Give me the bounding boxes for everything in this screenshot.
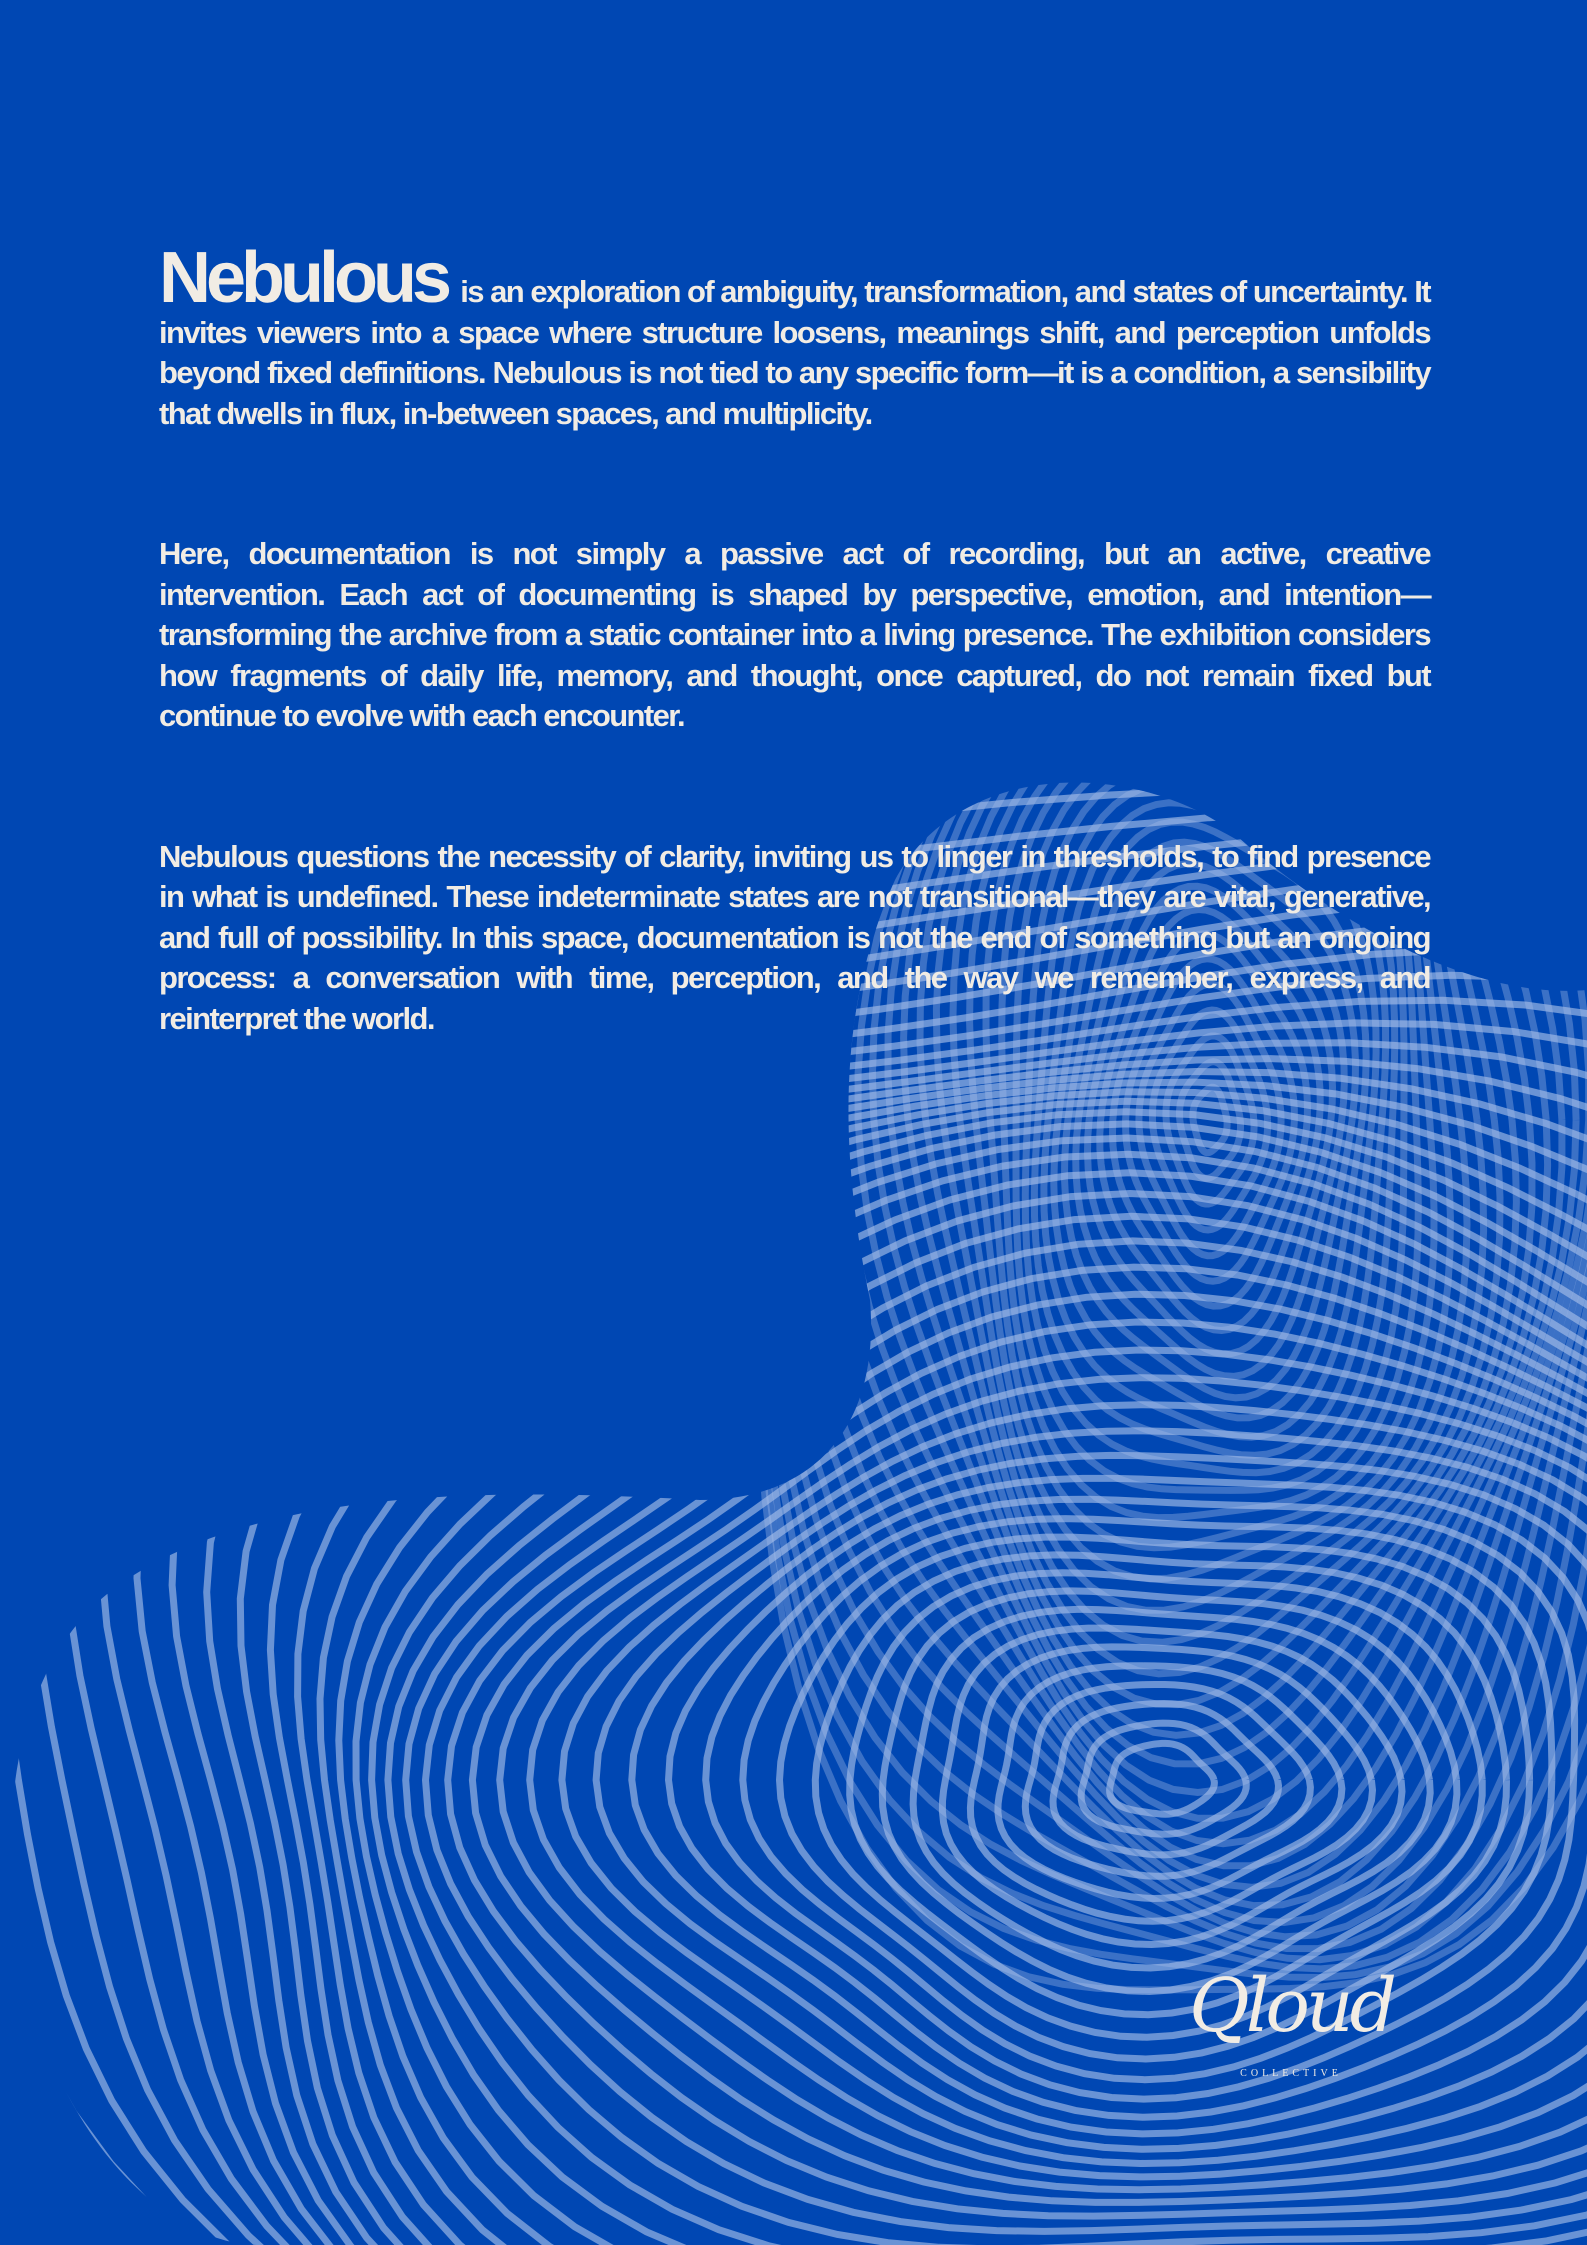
- clarity-paragraph: Nebulous questions the necessity of clarity, inviting us to linger in thresholds, to find presence in what is undefined. These indeterminate states are not transitional—they are vital, generative, and full of possibility. In this space, documentation is not the end of something but an ongoing process: a conversation with time, perception, and the way we remember, express, and reinterpret the world.: [159, 838, 1430, 1036]
- poster-title: Nebulous: [159, 238, 448, 318]
- poster-text-block: [159, 238, 1430, 1139]
- intro-text: is an exploration of ambiguity, transformation, and states of uncertainty. It invites viewers into a space where structure loosens, meanings shift, and perception unfolds beyond fixed definitions. Nebulous is not tied to any specific form—it is a condition, a sensibility that dwells in flux, in-between spaces, and multiplicity.: [159, 274, 1430, 431]
- logo-subtitle: COLLECTIVE: [1240, 2068, 1342, 2079]
- documentation-paragraph: Here, documentation is not simply a passive act of recording, but an active, creative intervention. Each act of documenting is shaped by perspective, emotion, and intention—transforming the archive from a static container into a living presence. The exhibition considers how fragments of daily life, memory, and thought, once captured, do not remain fixed but continue to evolve with each encounter.: [159, 536, 1430, 733]
- intro-paragraph: [159, 238, 1430, 434]
- qloud-collective-logo: [1176, 1963, 1406, 2086]
- logo-script-text: Qloud: [1189, 1963, 1393, 2049]
